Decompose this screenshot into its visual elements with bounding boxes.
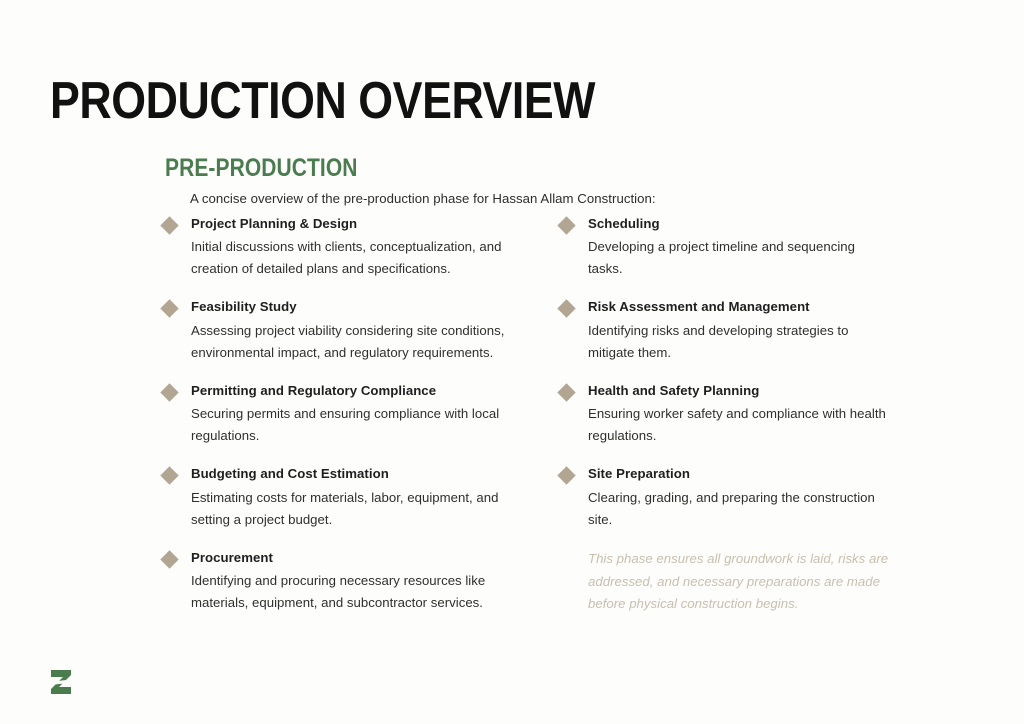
bullet-title: Procurement [191, 549, 273, 565]
bullet-item [560, 464, 890, 530]
bullet-item [560, 381, 890, 447]
diamond-bullet-icon [160, 300, 178, 318]
bullet-description: Clearing, grading, and preparing the construction site. [588, 489, 875, 527]
bullet-item [163, 214, 523, 280]
diamond-bullet-icon [160, 216, 178, 234]
bullet-item [163, 381, 523, 447]
bullet-title: Project Planning & Design [191, 216, 358, 231]
bullet-description: Estimating costs for materials, labor, equipment, and setting a project budget. [191, 489, 499, 527]
closing-note: This phase ensures all groundwork is laid, risks are addressed, and necessary preparations are made before physical construction begins. [588, 550, 889, 612]
diamond-bullet-icon [160, 550, 178, 568]
bullet-title: Budgeting and Cost Estimation [191, 466, 389, 482]
diamond-bullet-icon [557, 383, 575, 401]
bullet-item [163, 297, 523, 363]
bullet-description: Securing permits and ensuring compliance with local regulations. [191, 406, 500, 444]
right-bullet-column [560, 214, 890, 616]
bullet-item [560, 214, 890, 280]
diamond-bullet-icon [557, 467, 575, 485]
diamond-bullet-icon [160, 467, 178, 485]
bullet-item [163, 548, 523, 614]
bullet-description: Identifying and procuring necessary resources like materials, equipment, and subcontractor services. [191, 573, 486, 611]
bullet-title: Risk Assessment and Management [588, 299, 810, 315]
bullet-description: Developing a project timeline and sequencing tasks. [588, 239, 855, 277]
bullet-description: Assessing project viability considering site conditions, environmental impact, and regulatory requirements. [191, 322, 505, 360]
bullet-item [560, 297, 890, 363]
intro-paragraph: A concise overview of the pre-production phase for Hassan Allam Construction: [190, 191, 656, 207]
left-bullet-column [163, 214, 523, 631]
bullet-title: Scheduling [588, 216, 660, 231]
diamond-bullet-icon [557, 216, 575, 234]
bullet-title: Site Preparation [588, 466, 690, 482]
section-heading-pre-production: PRE-PRODUCTION [165, 153, 358, 182]
bullet-description: Initial discussions with clients, conceptualization, and creation of detailed plans and specifications. [191, 239, 502, 277]
page-title: PRODUCTION OVERVIEW [50, 71, 596, 130]
bullet-description: Ensuring worker safety and compliance with health regulations. [588, 406, 886, 444]
bullet-item [163, 464, 523, 530]
bullet-title: Health and Safety Planning [588, 382, 760, 398]
bullet-title: Permitting and Regulatory Compliance [191, 382, 437, 398]
bullet-description: Identifying risks and developing strategies to mitigate them. [588, 322, 849, 360]
diamond-bullet-icon [557, 300, 575, 318]
z-mark-logo [48, 668, 74, 696]
bullet-title: Feasibility Study [191, 299, 297, 315]
diamond-bullet-icon [160, 383, 178, 401]
